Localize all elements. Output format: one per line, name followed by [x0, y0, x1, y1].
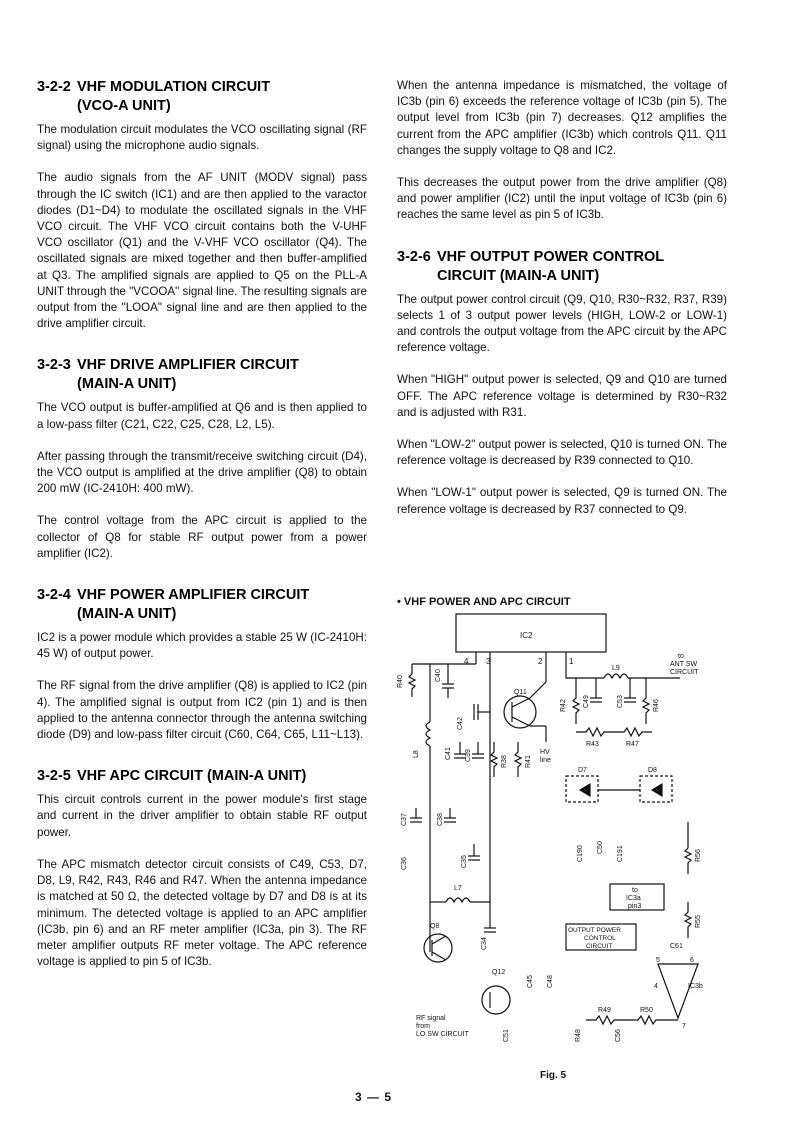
paragraph: The APC mismatch detector circuit consists of C49, C53, D7, D8, L9, R42, R43, R46 and R47. When the antenna impedance is matched at 50 Ω, the detected voltage by D7 and D8 is at its minimum. The detected voltage is applied to an APC amplifier (IC3b, pin 6) and an RF meter amplifier (IC3a, pin 3). The RF meter amplifier outputs RF meter voltage. The APC reference voltage is applied to pin 5 of IC3b. [37, 857, 367, 969]
q12-label: Q12 [492, 969, 506, 976]
paragraph: When the antenna impedance is mismatched, the voltage of IC3b (pin 6) exceeds the reference voltage of IC3b (pin 5). The output level from IC3b (pin 7) decreases. Q12 amplifies the current from the APC amplifier (IC3b) which controls Q11. Q11 changes the supply voltage to Q8 and IC2. [397, 79, 727, 157]
c53-label: C53 [617, 695, 624, 708]
l8-label: L8 [413, 750, 420, 758]
c48-label: C48 [547, 975, 554, 988]
vhf-power-apc-schematic [390, 612, 710, 1062]
paragraph: This decreases the output power from the drive amplifier (Q8) and power amplifier (IC2) until the input voltage of IC3b (pin 6) reaches the same level as pin 5 of IC3b. [397, 176, 727, 222]
r47-resistor [614, 728, 652, 736]
d8-label: D8 [648, 767, 657, 774]
r49-label: R49 [598, 1007, 611, 1014]
ic2-pin-1: 1 [569, 657, 574, 666]
paragraph: This circuit controls current in the power module's first stage and current in the driver amplifier to obtain stable RF output power. [37, 793, 367, 839]
section-3-2-3 [37, 356, 367, 562]
c51-label: C51 [503, 1029, 510, 1042]
r46-label: R46 [653, 699, 660, 712]
ic3b-pin-6: 6 [690, 957, 694, 964]
l9-label: L9 [612, 665, 620, 672]
right-column [397, 78, 727, 534]
rf-from-label: from [416, 1023, 430, 1030]
to-ic3a-label: to [632, 887, 638, 894]
section-3-2-6 [397, 248, 727, 518]
r41-resistor [515, 742, 521, 777]
r49-r50-resistors [586, 1016, 678, 1024]
ic3b-opamp [658, 964, 698, 1018]
ic2-label: IC2 [520, 631, 533, 640]
r42-resistor [573, 678, 579, 724]
c42-label: C42 [457, 717, 464, 730]
ant-sw-label: ANT SW [670, 661, 698, 668]
q12-transistor [482, 986, 510, 1014]
q8-label: Q8 [430, 923, 440, 930]
paragraph: The modulation circuit modulates the VCO oscillating signal (RF signal) using the microphone audio signals. [37, 123, 367, 153]
r38-label: R38 [501, 755, 508, 768]
opc-label-1: OUTPUT POWER [568, 927, 621, 934]
ic3a-label: IC3a [626, 895, 641, 902]
paragraph: When "LOW-1" output power is selected, Q9 is turned ON. The reference voltage is decreased by R37 connected to Q9. [397, 486, 727, 516]
paragraph: When "HIGH" output power is selected, Q9 and Q10 are turned OFF. The APC reference voltage is determined by R30~R32 and is adjusted with R31. [397, 373, 727, 419]
q11-label: Q11 [514, 689, 527, 696]
figure-title: • VHF POWER AND APC CIRCUIT [397, 596, 571, 608]
hv-line-label: line [540, 757, 551, 764]
paragraph: The RF signal from the drive amplifier (Q8) is applied to IC2 (pin 4). The amplified signal is output from IC2 (pin 1) and is then applied to the antenna connector through the antenna switching diode (D9) and low-pass filter circuit (C60, C64, C65, L11~L13). [37, 679, 367, 742]
r40-resistor [409, 664, 415, 697]
c38-label: C38 [437, 813, 444, 826]
section-heading: 3-2-6 VHF OUTPUT POWER CONTROL CIRCUIT (MAIN-A UNIT) [397, 248, 665, 284]
to-label: to [678, 653, 684, 660]
left-column [37, 78, 367, 986]
l8-coil [426, 722, 430, 746]
q8-transistor [424, 934, 452, 962]
d7-label: D7 [578, 767, 587, 774]
r41-label: R41 [525, 755, 532, 768]
l9-coil [604, 674, 628, 678]
q11-transistor [504, 696, 536, 728]
lo-sw-label: LO SW CIRCUIT [416, 1031, 469, 1038]
c56-label: C56 [615, 1029, 622, 1042]
r50-label: R50 [640, 1007, 653, 1014]
c49-label: C49 [583, 695, 590, 708]
r46-resistor [643, 678, 649, 724]
c36-label: C36 [401, 857, 408, 870]
r55-resistor [685, 902, 691, 938]
r43-label: R43 [586, 741, 599, 748]
l7-label: L7 [454, 885, 462, 892]
paragraph: The VCO output is buffer-amplified at Q6 and is then applied to a low-pass filter (C21, C22, C25, C28, L2, L5). [37, 401, 367, 431]
section-heading: 3-2-4 VHF POWER AMPLIFIER CIRCUIT (MAIN-A UNIT) [37, 587, 310, 623]
ic3b-pin-5: 5 [656, 957, 660, 964]
r42-label: R42 [560, 699, 567, 712]
c39-label: C39 [465, 749, 472, 762]
hv-label: HV [540, 749, 550, 756]
paragraph: After passing through the transmit/receive switching circuit (D4), the VCO output is amplified at the drive amplifier (Q8) to obtain 200 mW (IC-2410H: 400 mW). [37, 449, 367, 496]
opc-label-3: CIRCUIT [586, 943, 613, 950]
r48-label: R48 [575, 1029, 582, 1042]
ic2-pin-2: 2 [538, 657, 543, 666]
ic3b-pin-4: 4 [654, 983, 658, 990]
section-heading: 3-2-5 VHF APC CIRCUIT (MAIN-A UNIT) [37, 768, 307, 785]
ant-circuit-label: CIRCUIT [670, 669, 699, 676]
r56-label: R56 [695, 849, 702, 862]
c50-label: C50 [597, 841, 604, 854]
c34-label: C34 [481, 937, 488, 950]
opc-label-2: CONTROL [584, 935, 616, 942]
r38-resistor [491, 742, 497, 777]
paragraph: The audio signals from the AF UNIT (MODV signal) pass through the IC switch (IC1) and are then applied to the varactor diodes (D1~D4) to modulate the oscillated signals in the VHF VCO circuit. The VHF VCO circuit contains both the V-UHF VCO oscillator (Q1) and the V-VHF VCO oscillator (Q4). The oscillated signals are mixed together and then buffer-amplified at Q3. The amplified signals are applied to Q5 on the PLL-A UNIT through the "VCOOA" signal line. The resulting signals are output from the "LOOA" signal line and are then applied to the drive amplifier circuit. [37, 171, 367, 331]
section-heading: 3-2-3 VHF DRIVE AMPLIFIER CIRCUIT (MAIN-A UNIT) [37, 357, 299, 393]
ic3b-pin-7: 7 [682, 1023, 686, 1030]
c40-label: C40 [435, 669, 442, 682]
c61-label: C61 [670, 943, 683, 950]
ic2-pin-4: 4 [464, 657, 469, 666]
l7-coil [446, 898, 470, 902]
paragraph: The control voltage from the APC circuit is applied to the collector of Q8 for stable RF output power from a power amplifier (IC2). [37, 514, 367, 560]
ic3a-pin3-label: pin3 [628, 903, 642, 910]
r43-resistor [576, 728, 614, 736]
rf-signal-label: RF signal [416, 1015, 446, 1022]
c191-label: C191 [617, 845, 624, 862]
r47-label: R47 [626, 741, 639, 748]
r55-label: R55 [695, 915, 702, 928]
figure-caption: Fig. 5 [540, 1070, 567, 1081]
page-number: 3 — 5 [355, 1090, 393, 1104]
section-3-2-4 [37, 586, 367, 743]
c41-label: C41 [445, 747, 452, 760]
ic2-pin-3: 3 [486, 657, 491, 666]
paragraph: The output power control circuit (Q9, Q10, R30~R32, R37, R39) selects 1 of 3 output power levels (HIGH, LOW-2 or LOW-1) and controls the output voltage from the APC circuit by the APC reference voltage. [397, 292, 727, 355]
c45-label: C45 [527, 975, 534, 988]
paragraph: IC2 is a power module which provides a stable 25 W (IC-2410H: 45 W) of output power. [37, 631, 367, 661]
c35-label: C35 [461, 855, 468, 868]
c37-label: C37 [401, 813, 408, 826]
section-heading: 3-2-2 VHF MODULATION CIRCUIT (VCO-A UNIT) [37, 79, 271, 114]
paragraph: When "LOW-2" output power is selected, Q10 is turned ON. The reference voltage is decreased by R39 connected to Q10. [397, 438, 727, 468]
r40-label: R40 [397, 675, 404, 688]
ic3b-label: IC3b [688, 983, 703, 990]
section-3-2-2 [37, 78, 367, 332]
section-3-2-5 [37, 767, 367, 970]
r56-resistor [685, 822, 691, 874]
c190-label: C190 [577, 845, 584, 862]
